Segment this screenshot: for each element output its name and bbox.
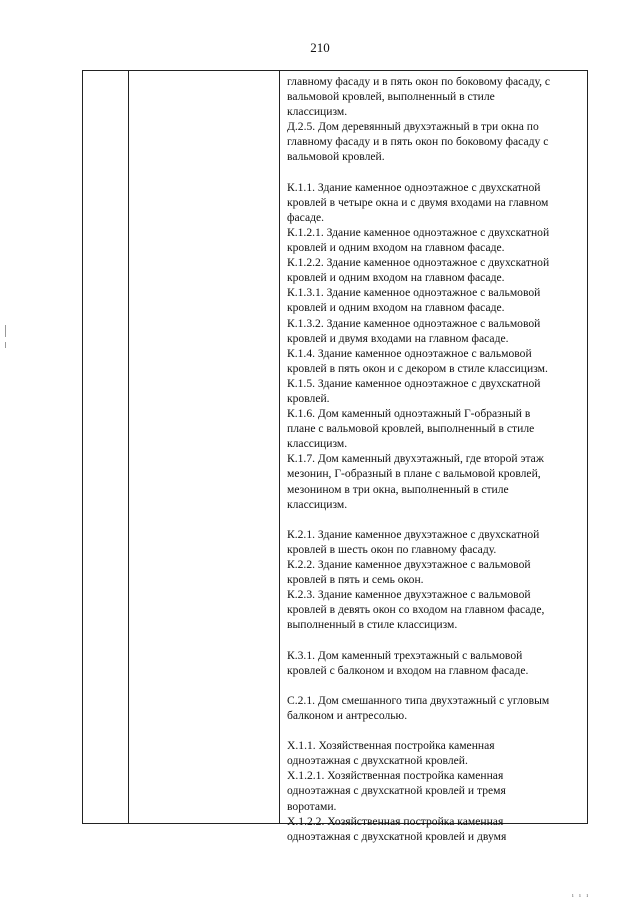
text-line: мезонин, Г-образный в плане с вальмовой кровлей, xyxy=(287,467,541,481)
object-description xyxy=(287,768,583,813)
text-line: кровлей в четыре окна и с двумя входами на главном xyxy=(287,195,549,209)
text-line: балконом и антресолью. xyxy=(287,708,408,722)
scan-mark xyxy=(5,342,8,348)
text-line: кровлей в пять окон и с декором в стиле классицизм. xyxy=(287,361,548,375)
text-line: К.1.3.2. Здание каменное одноэтажное с вальмовой xyxy=(287,316,541,330)
text-line: воротами. xyxy=(287,799,337,813)
text-line: К.2.1. Здание каменное двухэтажное с двухскатной xyxy=(287,527,540,541)
text-line: К.1.3.1. Здание каменное одноэтажное с вальмовой xyxy=(287,286,541,300)
text-line: К.2.3. Здание каменное двухэтажное с вальмовой xyxy=(287,588,531,602)
object-description xyxy=(287,406,583,451)
blank-line xyxy=(287,632,583,647)
object-description xyxy=(287,285,583,315)
text-line: К.1.5. Здание каменное одноэтажное с двухскатной xyxy=(287,376,541,390)
text-line: вальмовой кровлей, выполненный в стиле xyxy=(287,90,495,104)
text-line: К.1.2.1. Здание каменное одноэтажное с двухскатной xyxy=(287,225,550,239)
text-line: кровлей с балконом и входом на главном фасаде. xyxy=(287,663,529,677)
text-line: кровлей и одним входом на главном фасаде. xyxy=(287,271,505,285)
text-line: одноэтажная с двухскатной кровлей. xyxy=(287,754,468,768)
text-line: классицизм. xyxy=(287,437,348,451)
text-line: кровлей в пять и семь окон. xyxy=(287,573,424,587)
text-line: кровлей в девять окон со входом на главном фасаде, xyxy=(287,603,545,617)
object-description xyxy=(287,225,583,255)
text-line: Х.1.1. Хозяйственная постройка каменная xyxy=(287,739,495,753)
document-table xyxy=(82,70,588,843)
object-description xyxy=(287,451,583,511)
object-description xyxy=(287,587,583,632)
blank-line xyxy=(287,165,583,180)
text-line: Х.1.2.1. Хозяйственная постройка каменная xyxy=(287,769,504,783)
text-line: кровлей. xyxy=(287,391,330,405)
description-column xyxy=(287,74,583,844)
text-line: одноэтажная с двухскатной кровлей и тремя xyxy=(287,784,506,798)
text-line: вальмовой кровлей. xyxy=(287,150,385,164)
text-line: мезонином в три окна, выполненный в стиле xyxy=(287,482,509,496)
text-line: фасаде. xyxy=(287,210,325,224)
object-description xyxy=(287,527,583,557)
column-divider xyxy=(279,71,280,823)
text-line: кровлей в шесть окон по главному фасаду. xyxy=(287,542,497,556)
text-line: плане с вальмовой кровлей, выполненный в стиле xyxy=(287,422,535,436)
text-line: главному фасаду и в пять окон по боковому фасаду, с xyxy=(287,75,551,88)
text-line: К.1.4. Здание каменное одноэтажное с вальмовой xyxy=(287,346,532,360)
text-line: выполненный в стиле классицизм. xyxy=(287,618,458,632)
text-line: главному фасаду и в пять окон по боковому фасаду с xyxy=(287,135,549,149)
text-line: К.1.6. Дом каменный одноэтажный Г-образный в xyxy=(287,407,531,421)
text-line: С.2.1. Дом смешанного типа двухэтажный с угловым xyxy=(287,693,550,707)
text-line: К.1.1. Здание каменное одноэтажное с двухскатной xyxy=(287,180,541,194)
text-line: одноэтажная с двухскатной кровлей и двумя xyxy=(287,829,507,843)
text-line: К.1.7. Дом каменный двухэтажный, где второй этаж xyxy=(287,452,544,466)
text-line: классицизм. xyxy=(287,105,348,119)
column-divider xyxy=(128,71,129,823)
text-line: кровлей и одним входом на главном фасаде. xyxy=(287,301,505,315)
object-description xyxy=(287,557,583,587)
blank-line xyxy=(287,512,583,527)
text-line: классицизм. xyxy=(287,497,348,511)
text-line: К.3.1. Дом каменный трехэтажный с вальмовой xyxy=(287,648,523,662)
page-number: 210 xyxy=(310,40,330,55)
text-line: кровлей и двумя входами на главном фасаде. xyxy=(287,331,509,345)
object-description xyxy=(287,316,583,346)
text-line: кровлей и одним входом на главном фасаде. xyxy=(287,241,505,255)
object-description xyxy=(287,376,583,406)
object-description xyxy=(287,119,583,164)
object-description xyxy=(287,180,583,225)
text-line: К.2.2. Здание каменное двухэтажное с вальмовой xyxy=(287,558,531,571)
scan-mark xyxy=(5,325,8,337)
scan-corner-mark: ı ı ı xyxy=(571,893,590,899)
text-line: Х.1.2.2. Хозяйственная постройка каменная xyxy=(287,814,504,828)
blank-line xyxy=(287,723,583,738)
object-description xyxy=(287,74,583,119)
text-line: К.1.2.2. Здание каменное одноэтажное с двухскатной xyxy=(287,256,550,270)
text-line: Д.2.5. Дом деревянный двухэтажный в три окна по xyxy=(287,120,539,134)
object-description xyxy=(287,346,583,376)
object-description xyxy=(287,738,583,768)
blank-line xyxy=(287,678,583,693)
object-description xyxy=(287,814,583,844)
object-description xyxy=(287,693,583,723)
object-description xyxy=(287,648,583,678)
object-description xyxy=(287,255,583,285)
